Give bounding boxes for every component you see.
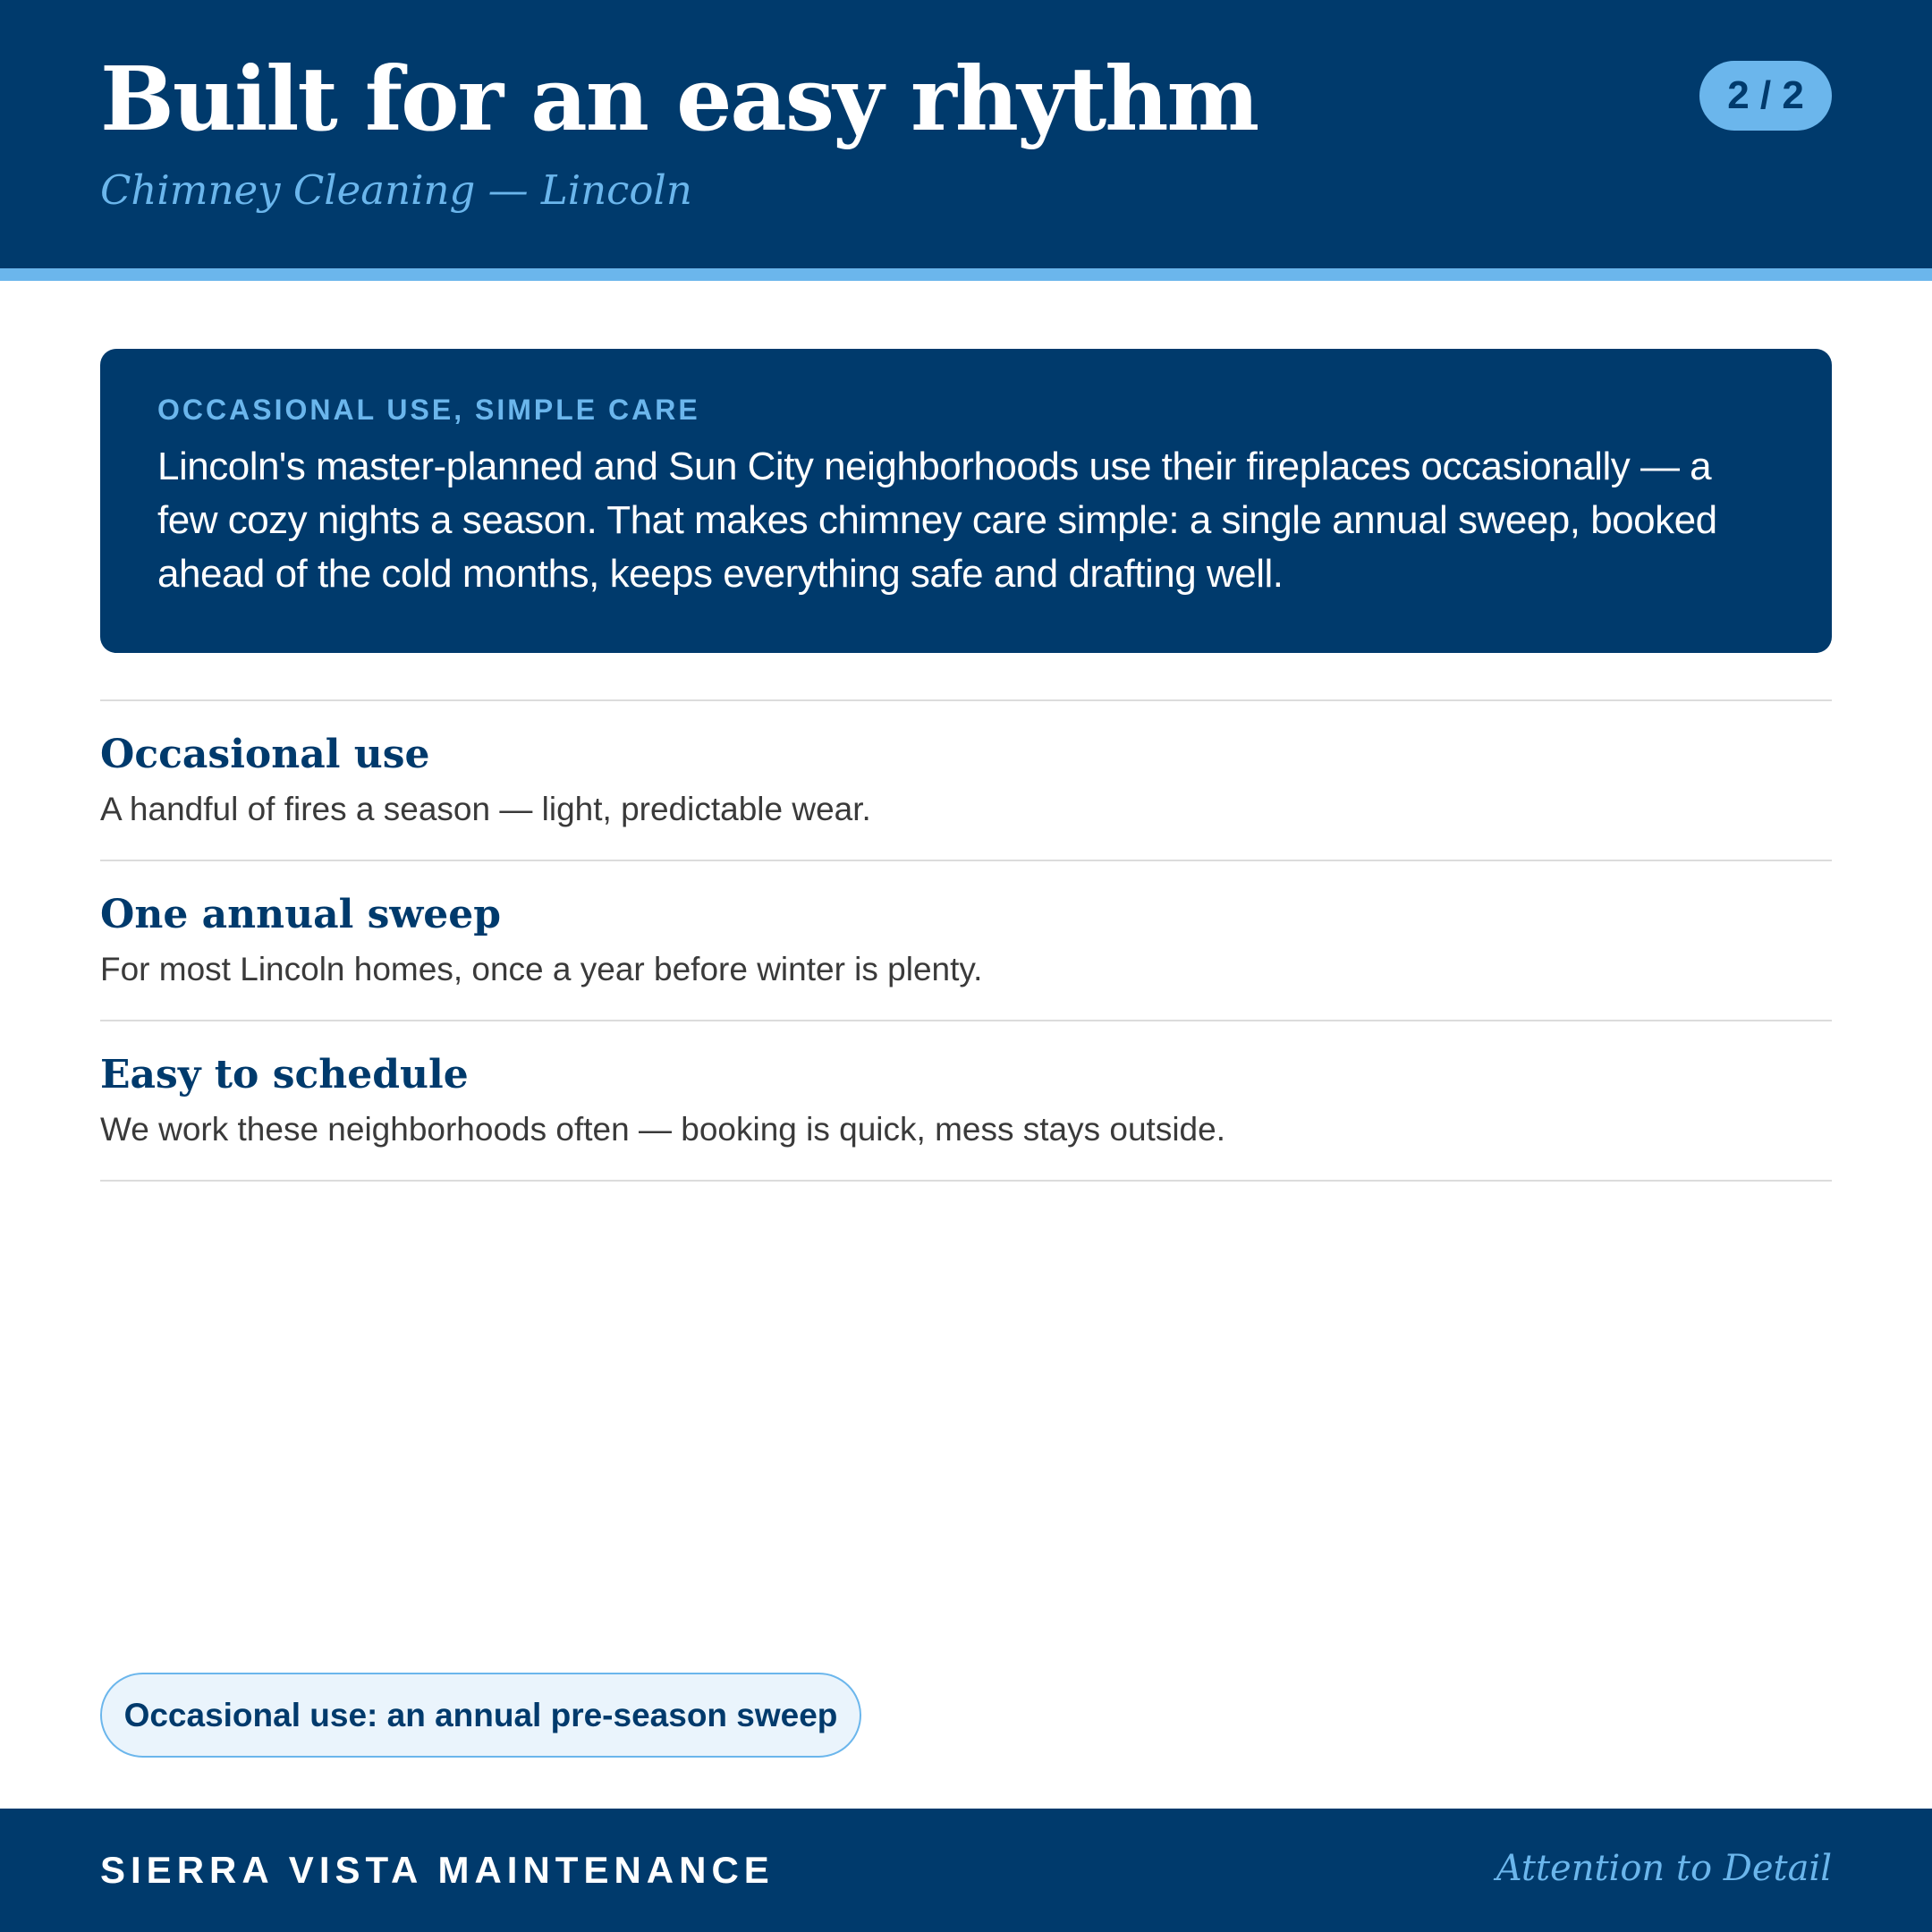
feature-list: [100, 699, 1832, 1182]
brand-tagline: Attention to Detail: [1496, 1848, 1832, 1889]
page-subtitle: Chimney Cleaning — Lincoln: [100, 166, 692, 214]
feature-description: For most Lincoln homes, once a year before winter is plenty.: [100, 951, 983, 987]
callout-eyebrow: OCCASIONAL USE, SIMPLE CARE: [157, 394, 700, 426]
feature-item: [100, 1021, 1832, 1182]
feature-title: Easy to schedule: [100, 1052, 469, 1097]
intro-callout: [100, 349, 1832, 653]
feature-description: We work these neighborhoods often — booking is quick, mess stays outside.: [100, 1111, 1225, 1148]
header-band: [0, 0, 1932, 268]
footer-band: [0, 1809, 1932, 1932]
header-accent-rule: [0, 268, 1932, 281]
brand-name: SIERRA VISTA MAINTENANCE: [100, 1849, 775, 1891]
feature-title: One annual sweep: [100, 892, 502, 937]
feature-item: [100, 701, 1832, 861]
feature-title: Occasional use: [100, 732, 430, 777]
page-title: Built for an easy rhythm: [100, 48, 1258, 151]
feature-description: A handful of fires a season — light, predictable wear.: [100, 791, 871, 827]
summary-pill: Occasional use: an annual pre-season sweep: [100, 1673, 861, 1758]
feature-item: [100, 861, 1832, 1021]
page-indicator-badge: 2 / 2: [1699, 61, 1832, 131]
callout-body: Lincoln's master-planned and Sun City neighborhoods use their fireplaces occasionally — a few cozy nights a season. That makes chimney care simple: a single annual sweep, booked ahead of the cold months, keeps everything safe and drafting well.: [157, 445, 1717, 596]
